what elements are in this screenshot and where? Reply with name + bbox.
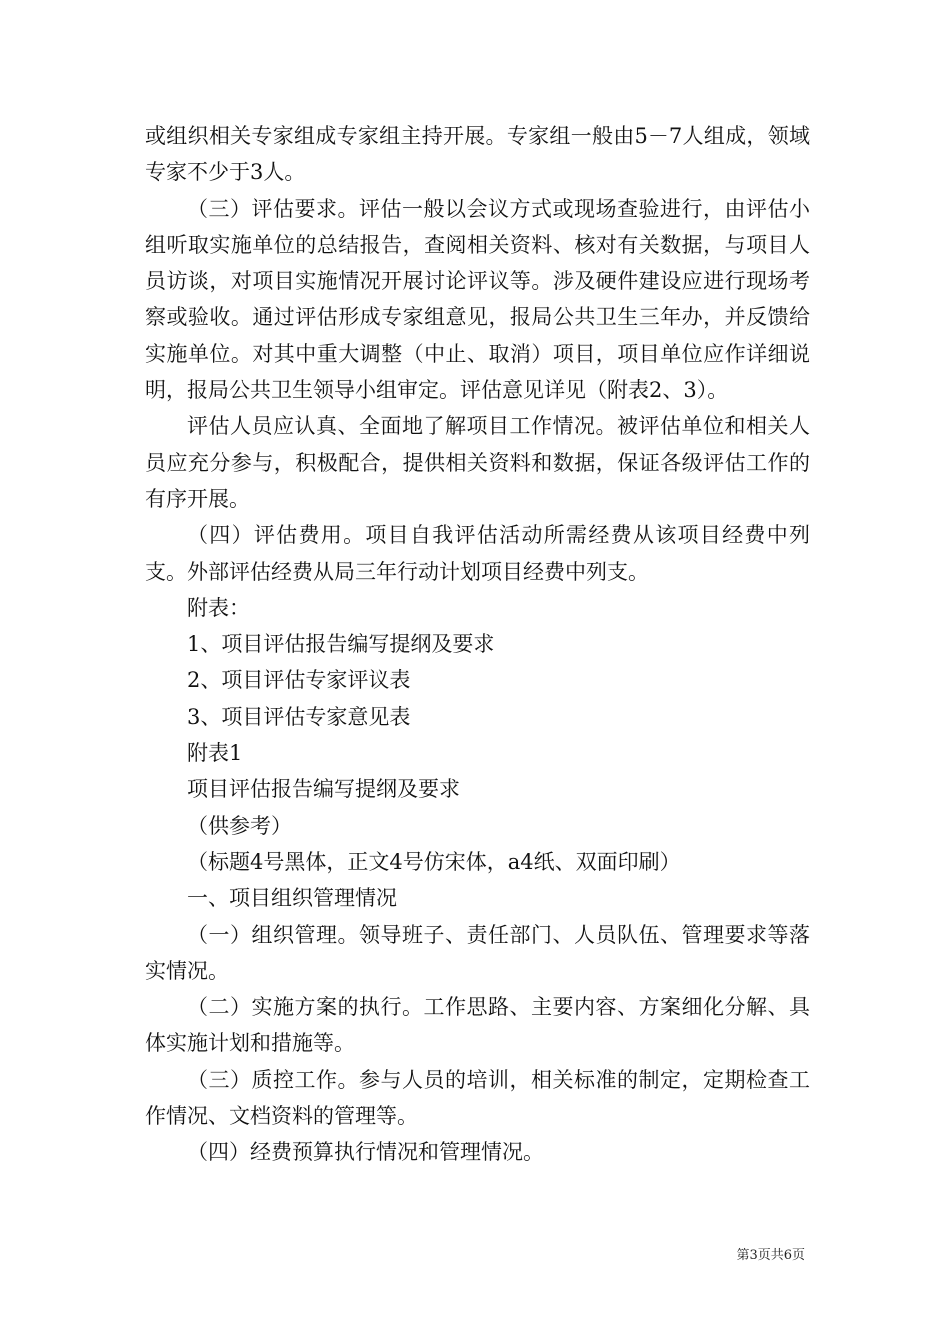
appendix-item: 3、项目评估专家意见表: [187, 704, 411, 729]
appendix-item: 1、项目评估报告编写提纲及要求: [187, 632, 495, 657]
paragraph: （四）评估费用。项目自我评估活动所需经费从该项目经费中列支。外部评估经费从局三年行动计划项目经费中列支。: [145, 523, 810, 584]
paragraph: （三）质控工作。参与人员的培训，相关标准的制定，定期检查工作情况、文档资料的管理等。: [145, 1067, 810, 1129]
paragraph: （三）评估要求。评估一般以会议方式或现场查验进行，由评估小组听取实施单位的总结报告，查阅相关资料、核对有关数据，与项目人员访谈，对项目实施情况开展讨论评议等。涉及硬件建设应进行现场考察或验收。通过评估形成专家组意见，报局公共卫生三年办，并反馈给实施单位。对其中重大调整（中止、取消）项目，项目单位应作详细说明，报局公共卫生领导小组审定。评估意见详见（附表2、3）。: [145, 196, 810, 403]
appendix-label: 附表1: [187, 741, 243, 766]
appendix-note: （供参考）: [187, 813, 292, 838]
paragraph: （四）经费预算执行情况和管理情况。: [187, 1140, 544, 1165]
section-heading: 一、项目组织管理情况: [187, 886, 397, 911]
document-body: [145, 118, 810, 1171]
paragraph: （二）实施方案的执行。工作思路、主要内容、方案细化分解、具体实施计划和措施等。: [145, 995, 810, 1056]
appendix-title: 项目评估报告编写提纲及要求: [187, 777, 460, 802]
page-number: 第3页共6页: [736, 1248, 805, 1263]
format-note: （标题4号黑体，正文4号仿宋体，a4纸、双面印刷）: [187, 849, 681, 874]
paragraph: （一）组织管理。领导班子、责任部门、人员队伍、管理要求等落实情况。: [145, 922, 810, 983]
paragraph: 评估人员应认真、全面地了解项目工作情况。被评估单位和相关人员应充分参与，积极配合，提供相关资料和数据，保证各级评估工作的有序开展。: [145, 414, 810, 511]
paragraph: 或组织相关专家组成专家组主持开展。专家组一般由5－7人组成，领域专家不少于3人。: [145, 124, 810, 185]
appendix-item: 2、项目评估专家评议表: [187, 668, 411, 693]
appendix-heading: 附表：: [187, 595, 250, 620]
